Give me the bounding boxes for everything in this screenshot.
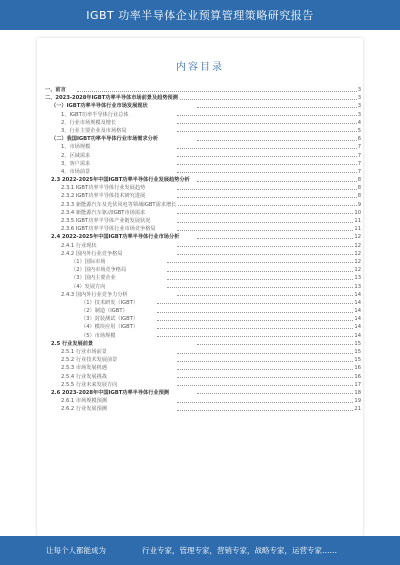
toc-page-number: 12 — [354, 250, 361, 257]
toc-dot-leader — [197, 107, 357, 108]
toc-page-number: 12 — [354, 242, 361, 249]
toc-dot-leader — [177, 246, 357, 247]
toc-page-number: 12 — [354, 258, 361, 265]
toc-entry-label: 2、行业市场规模及增长 — [61, 119, 117, 126]
toc-entry-label: （二）我国IGBT功率半导体行业市场需求分析 — [51, 136, 159, 143]
toc-dot-leader — [177, 377, 357, 378]
toc-dot-leader — [177, 254, 357, 255]
toc-dot-leader — [177, 205, 357, 206]
toc-page-number: 8 — [357, 177, 361, 184]
toc-page-number: 11 — [354, 226, 361, 233]
toc-entry-label: （2）制造（IGBT） — [81, 308, 128, 315]
toc-page-number: 12 — [354, 267, 361, 274]
toc-entry-label: 2.4.3 国内外行业竞争力分析 — [61, 291, 128, 298]
document-page — [37, 38, 363, 536]
toc-entry[interactable] — [37, 192, 363, 200]
toc-entry[interactable] — [37, 176, 363, 184]
toc-entry[interactable] — [37, 405, 363, 413]
toc-entry-label: 3、客户需求 — [61, 160, 91, 167]
toc-dot-leader — [177, 123, 357, 124]
toc-entry-label: 2.3.2 IGBT功率半导体技术研究进展 — [61, 193, 146, 200]
toc-entry-label: 2.5.5 行业未来发展方向 — [61, 381, 118, 388]
toc-entry-label: 2.3.6 IGBT功率半导体行业市场竞争格局 — [61, 226, 156, 233]
toc-entry-label: （4）发展方向 — [71, 283, 106, 290]
toc-page-number: 14 — [354, 316, 361, 323]
toc-entry[interactable] — [37, 86, 363, 94]
toc-page-number: 14 — [354, 308, 361, 315]
toc-dot-leader — [157, 312, 357, 313]
toc-page-number: 14 — [354, 291, 361, 298]
toc-page-number: 13 — [354, 283, 361, 290]
toc-entry[interactable] — [37, 356, 363, 364]
toc-entry[interactable] — [37, 201, 363, 209]
toc-page-number: 7 — [357, 160, 361, 167]
toc-dot-leader — [197, 393, 357, 394]
toc-page-number: 6 — [357, 136, 361, 143]
toc-entry-label: 2.5.1 行业市场前景 — [61, 349, 107, 355]
toc-entry-label: 2.6 2023-2028年中国IGBT功率半导体行业预测 — [51, 389, 169, 396]
toc-entry-label: 二、2023-2028年IGBT功率半导体市场前景及趋势预测 — [45, 95, 178, 102]
toc-entry-label: （一）IGBT功率半导体行业市场发展现状 — [51, 103, 148, 110]
toc-page-number: 8 — [357, 193, 361, 200]
toc-entry[interactable] — [37, 348, 363, 356]
toc-entry[interactable] — [37, 168, 363, 176]
toc-entry-label: 2.4.2 国内外行业竞争格局 — [61, 250, 123, 257]
toc-entry[interactable] — [37, 381, 363, 389]
toc-dot-leader — [177, 369, 357, 370]
toc-page-number: 5 — [357, 127, 361, 134]
header-bar — [0, 0, 400, 30]
toc-page-number: 7 — [357, 168, 361, 175]
toc-entry[interactable] — [37, 233, 363, 241]
toc-entry[interactable] — [37, 283, 363, 291]
toc-entry-label: 2.3.5 IGBT功率半导体产业链发展状况 — [61, 218, 151, 224]
toc-entry-label: 2.4.1 行业现状 — [61, 242, 97, 249]
toc-dot-leader — [157, 320, 357, 321]
toc-entry-label: （2）国内市场竞争格局 — [71, 267, 127, 274]
toc-entry[interactable] — [37, 373, 363, 381]
toc-page-number: 16 — [354, 365, 361, 372]
toc-entry[interactable] — [37, 209, 363, 217]
toc-entry-label: 一、前言 — [45, 87, 66, 93]
toc-dot-leader — [177, 197, 357, 198]
toc-dot-leader — [177, 172, 357, 173]
toc-entry[interactable] — [37, 127, 363, 135]
toc-entry[interactable] — [37, 364, 363, 372]
toc-entry[interactable] — [37, 135, 363, 143]
toc-dot-leader — [177, 295, 357, 296]
toc-dot-leader — [177, 164, 357, 165]
toc-page-number: 14 — [354, 299, 361, 306]
toc-dot-leader — [197, 344, 357, 345]
toc-entry[interactable] — [37, 143, 363, 151]
toc-entry-label: 4、市场前景 — [61, 168, 91, 175]
toc-entry-label: （3）封装测试（IGBT） — [81, 316, 139, 323]
toc-dot-leader — [167, 279, 357, 280]
toc-dot-leader — [177, 385, 357, 386]
toc-dot-leader — [177, 222, 357, 223]
toc-dot-leader — [177, 148, 357, 149]
toc-dot-leader — [197, 140, 357, 141]
toc-entry-label: 2.5 行业发展前景 — [51, 340, 94, 347]
toc-page-number: 10 — [354, 209, 361, 216]
toc-title: 内容目录 — [176, 62, 224, 73]
toc-entry-label: （3）国内主要企业 — [71, 275, 116, 282]
toc-entry[interactable] — [37, 299, 363, 307]
toc-page-number: 15 — [354, 349, 361, 355]
toc-dot-leader — [177, 361, 357, 362]
toc-entry-label: 2.5.3 市场发展机遇 — [61, 365, 107, 372]
footer-right-text: 行业专家，管理专家，营销专家，战略专家，运营专家…… — [142, 546, 337, 555]
toc-entry[interactable] — [37, 217, 363, 225]
toc-page-number: 14 — [354, 332, 361, 339]
toc-page-number: 3 — [357, 87, 361, 93]
toc-entry[interactable] — [37, 315, 363, 323]
toc-page-number: 15 — [354, 357, 361, 364]
toc-entry[interactable] — [37, 160, 363, 168]
toc-entry[interactable] — [37, 258, 363, 266]
toc-entry-label: 2.5.4 行业发展挑战 — [61, 373, 107, 380]
toc-page-number: 7 — [357, 144, 361, 151]
toc-page-number: 19 — [354, 398, 361, 405]
toc-entry[interactable] — [37, 184, 363, 192]
toc-entry[interactable] — [37, 225, 363, 233]
toc-entry-label: 1、IGBT功率半导体行业总体 — [61, 111, 129, 118]
toc-page-number: 18 — [354, 389, 361, 396]
toc-entry[interactable] — [37, 102, 363, 110]
toc-page-number: 17 — [354, 381, 361, 388]
document-title: IGBT 功率半导体企业预算管理策略研究报告 — [86, 9, 314, 22]
toc-page-number: 12 — [354, 234, 361, 241]
toc-page-number: 13 — [354, 275, 361, 282]
toc-entry-label: 2.3.3 新能源汽车及光伏风电等领域IGBT需求增长 — [61, 201, 177, 208]
toc-dot-leader — [177, 115, 357, 116]
toc-page-number: 14 — [354, 324, 361, 331]
toc-entry-label: 3、行业主要企业及市场格局 — [61, 127, 127, 134]
toc-dot-leader — [177, 189, 357, 190]
toc-dot-leader — [157, 303, 357, 304]
toc-page-number: 15 — [354, 340, 361, 347]
toc-entry[interactable] — [37, 340, 363, 348]
toc-entry-label: 2、区域需求 — [61, 152, 91, 159]
toc-entry-label: 1、市场规模 — [61, 144, 91, 151]
footer-left-text: 让每个人都能成为 — [46, 546, 106, 555]
toc-page-number: 8 — [357, 185, 361, 192]
toc-entry-label: （1）技术研发（IGBT） — [81, 299, 139, 306]
toc-entry-label: 2.3 2022-2025年中国IGBT功率半导体行业发展趋势分析 — [51, 177, 190, 184]
toc-entry-label: （1）国际市场 — [71, 258, 106, 265]
toc-entry[interactable] — [37, 242, 363, 250]
toc-page-number: 11 — [354, 218, 361, 224]
toc-entry-label: 2.4 2022-2025年中国IGBT功率半导体行业市场分析 — [51, 234, 180, 241]
toc-dot-leader — [197, 181, 357, 182]
toc-dot-leader — [197, 238, 357, 239]
toc-entry[interactable] — [37, 389, 363, 397]
toc-entry[interactable] — [37, 397, 363, 405]
toc-page-number: 3 — [357, 95, 361, 102]
toc-entry-label: 2.6.1 市场规模预测 — [61, 398, 107, 405]
toc-entry[interactable] — [37, 274, 363, 282]
toc-entry-label: 2.3.1 IGBT功率半导体行业发展趋势 — [61, 185, 146, 192]
toc-entry[interactable] — [37, 111, 363, 119]
toc-entry[interactable] — [37, 250, 363, 258]
toc-dot-leader — [167, 262, 357, 263]
toc-dot-leader — [177, 156, 357, 157]
toc-dot-leader — [177, 131, 357, 132]
toc-entry[interactable] — [37, 323, 363, 331]
toc-dot-leader — [167, 271, 357, 272]
toc-dot-leader — [157, 328, 357, 329]
toc-page-number: 4 — [357, 119, 361, 126]
toc-page-number: 16 — [354, 373, 361, 380]
footer-bar — [0, 536, 400, 565]
toc-page-number: 21 — [354, 406, 361, 413]
toc-page-number: 7 — [357, 152, 361, 159]
toc-dot-leader — [177, 402, 357, 403]
toc-page-number: 3 — [357, 103, 361, 110]
toc-dot-leader — [157, 336, 357, 337]
toc-dot-leader — [177, 410, 357, 411]
toc-page-number: 3 — [357, 111, 361, 118]
table-of-contents — [37, 86, 363, 414]
toc-entry[interactable] — [37, 307, 363, 315]
toc-entry[interactable] — [37, 332, 363, 340]
toc-entry-label: 2.3.4 新能源汽车驱动IGBT市场需求 — [61, 209, 146, 216]
toc-entry[interactable] — [37, 152, 363, 160]
toc-dot-leader — [177, 213, 357, 214]
toc-entry-label: （5）市场规模 — [81, 332, 116, 339]
toc-entry[interactable] — [37, 119, 363, 127]
toc-dot-leader — [177, 230, 357, 231]
toc-entry-label: 2.6.2 行业发展预测 — [61, 406, 107, 413]
toc-dot-leader — [167, 287, 357, 288]
toc-entry[interactable] — [37, 266, 363, 274]
toc-entry[interactable] — [37, 94, 363, 102]
toc-entry-label: （4）模块应用（IGBT） — [81, 324, 139, 331]
toc-entry[interactable] — [37, 291, 363, 299]
toc-entry-label: 2.5.2 行业技术发展前景 — [61, 357, 118, 364]
toc-dot-leader — [177, 353, 357, 354]
toc-dot-leader — [77, 91, 357, 92]
toc-page-number: 9 — [357, 201, 361, 208]
